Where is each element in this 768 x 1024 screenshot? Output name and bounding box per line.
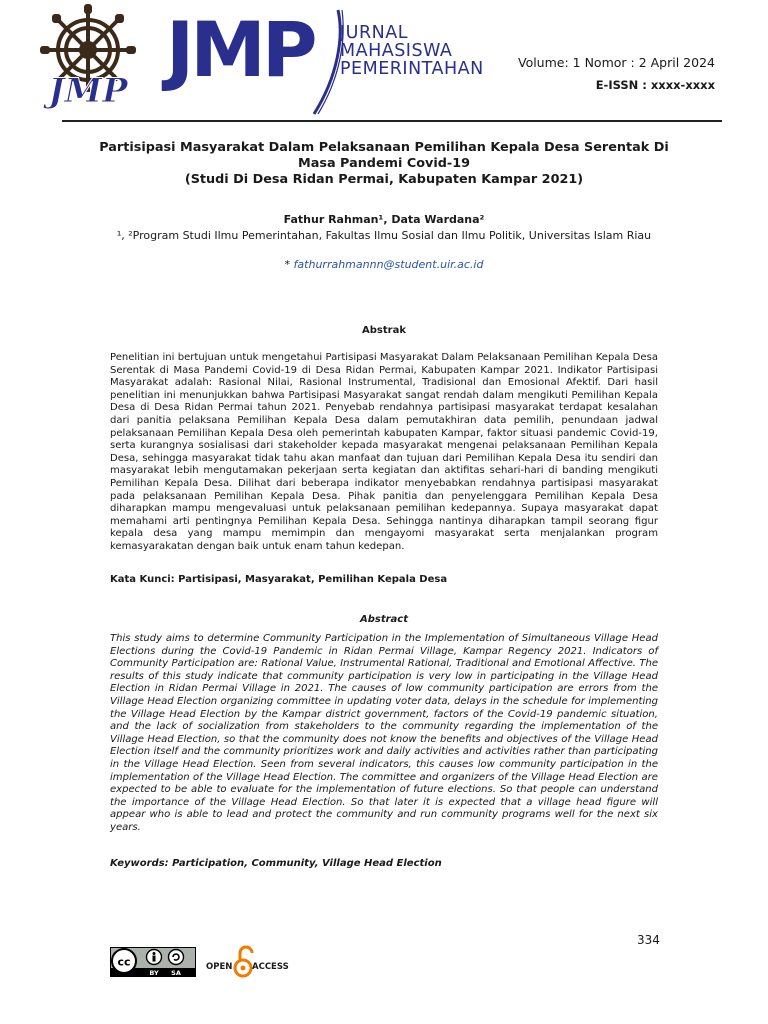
abstract-heading: Abstract	[359, 614, 409, 625]
email-link[interactable]: fathurrahmannn@student.uir.ac.id	[293, 258, 484, 271]
abstract-body: This study aims to determine Community Participation in the Implementation of Simultaneous Village Head Elections during the Covid-19 Pandemic in Ridan Permai Village, Kampar Regency 2021. Indicators of Community Participation are: Rational Value, Instrumental Rational, Traditional and Emotional Affective. The results of this study indicate that community participation is very low in participating in the Village Head Election in Ridan Permai Village in 2021. The causes of low community participation are errors from the Village Head Election organizing committee in updating voter data, delays in the schedule for implementing the Village Head Election by the Kampar district government, factors of the Covid-19 pandemic situation, and the lack of socialization from stakeholders to the community regarding the implementation of the Village Head Election, so that the community does not know the benefits and objectives of the Village Head Election itself and the community prioritizes work and daily activities and activities rather than participating in the Village Head Election. Seen from several indicators, this causes low community participation in the implementation of the Village Head Election. The committee and organizers of the Village Head Election are expected to be able to evaluate for the implementation of future elections. So that people can understand the importance of the Village Head Election. So that later it is expected that a village head figure will appear who is able to lead and protect the community and run community programs well for the next six years.	[110, 633, 658, 833]
title-line: Partisipasi Masyarakat Dalam Pelaksanaan Pemilihan Kepala Desa Serentak Di	[99, 140, 669, 155]
open-label: OPEN	[206, 962, 233, 972]
email-marker: *	[284, 258, 294, 271]
author-affiliation: ¹, ²Program Studi Ilmu Pemerintahan, Fakultas Ilmu Sosial dan Ilmu Politik, Universitas Islam Riau	[116, 229, 652, 242]
article-title	[60, 140, 708, 188]
journal-name	[340, 24, 484, 78]
issn-info: E-ISSN : xxxx-xxxx	[595, 78, 715, 92]
cc-by-sa-license-icon[interactable]	[110, 947, 196, 977]
volume-info: Volume: 1 Nomor : 2 April 2024	[517, 55, 715, 70]
author-list: Fathur Rahman¹, Data Wardana²	[283, 213, 485, 226]
corresponding-email	[60, 258, 708, 271]
kata-kunci: Kata Kunci: Partisipasi, Masyarakat, Pemilihan Kepala Desa	[110, 574, 448, 585]
page-number: 334	[637, 933, 660, 947]
abstrak-body: Penelitian ini bertujuan untuk mengetahui Partisipasi Masyarakat Dalam Pelaksanaan Pemilihan Kepala Desa Serentak di Masa Pandemi Covid-19 di Desa Ridan Permai, Kabupaten Kampar 2021. Indikator Partisipasi Masyarakat adalah: Rasional Nilai, Rasional Instrumental, Tradisional dan Emosional Afektif. Dari hasil penelitian ini menunjukkan bahwa Partisipasi Masyarakat sangat rendah dalam mengikuti Pemilihan Kepala Desa di Desa Ridan Permai tahun 2021. Penyebab rendahnya partisipasi masyarakat terdapat kesalahan dari panitia pelaksana Pemilihan Kepala Desa dalam pemutakhiran data pemilih, penundaan jadwal pelaksanaan Pemilihan Kepala Desa oleh pemerintah kabupaten Kampar, faktor situasi pandemic Covid-19, serta kurangnya sosialisasi dari stakeholder kepada masyarakat mengenai pelaksanaan Pemilihan Kepala Desa, sehingga masyarakat tidak tahu akan manfaat dan tujuan dari Pemilihan Kepala Desa itu sendiri dan masyarakat lebih mengutamakan pekerjaan serta kegiatan dan aktifitas sehari-hari di banding mengikuti Pemilihan Kepala Desa. Dilihat dari beberapa indikator menyebabkan rendahnya partisipasi masyarakat pada pelaksanaan Pemilihan Kepala Desa. Pihak panitia dan penyelenggara Pemilihan Kepala Desa diharapkan mampu mengevaluasi untuk pelaksanaan pemilihan kedepannya. Supaya masyarakat dapat memahami arti pentingnya Pemilihan Kepala Desa. Sehingga nantinya diharapkan tampil seorang figur kepala desa yang mampu memimpin dan mengayomi masyarakat serta menjalankan program kemasyarakatan dengan baik untuk enam tahun kedepan.	[110, 352, 658, 552]
license-sa-label: SA	[171, 969, 181, 977]
svg-text:JMP: JMP	[48, 71, 128, 111]
journal-logo-ship-wheel	[36, 4, 140, 112]
abstrak-heading: Abstrak	[362, 325, 406, 336]
journal-name-line: JURNAL	[340, 23, 408, 43]
title-line: Masa Pandemi Covid-19	[297, 156, 471, 171]
journal-name-line: PEMERINTAHAN	[340, 59, 484, 79]
open-lock-icon	[235, 947, 252, 976]
keywords: Keywords: Participation, Community, Village Head Election	[110, 858, 442, 869]
access-label: ACCESS	[252, 962, 289, 972]
journal-acronym: JMP	[166, 5, 314, 94]
license-by-label: BY	[149, 969, 159, 977]
title-line: (Studi Di Desa Ridan Permai, Kabupaten Kampar 2021)	[184, 172, 584, 187]
svg-text:cc: cc	[117, 955, 131, 969]
journal-name-line: MAHASISWA	[340, 41, 453, 61]
header-divider	[62, 120, 722, 122]
open-access-logo	[206, 945, 296, 979]
